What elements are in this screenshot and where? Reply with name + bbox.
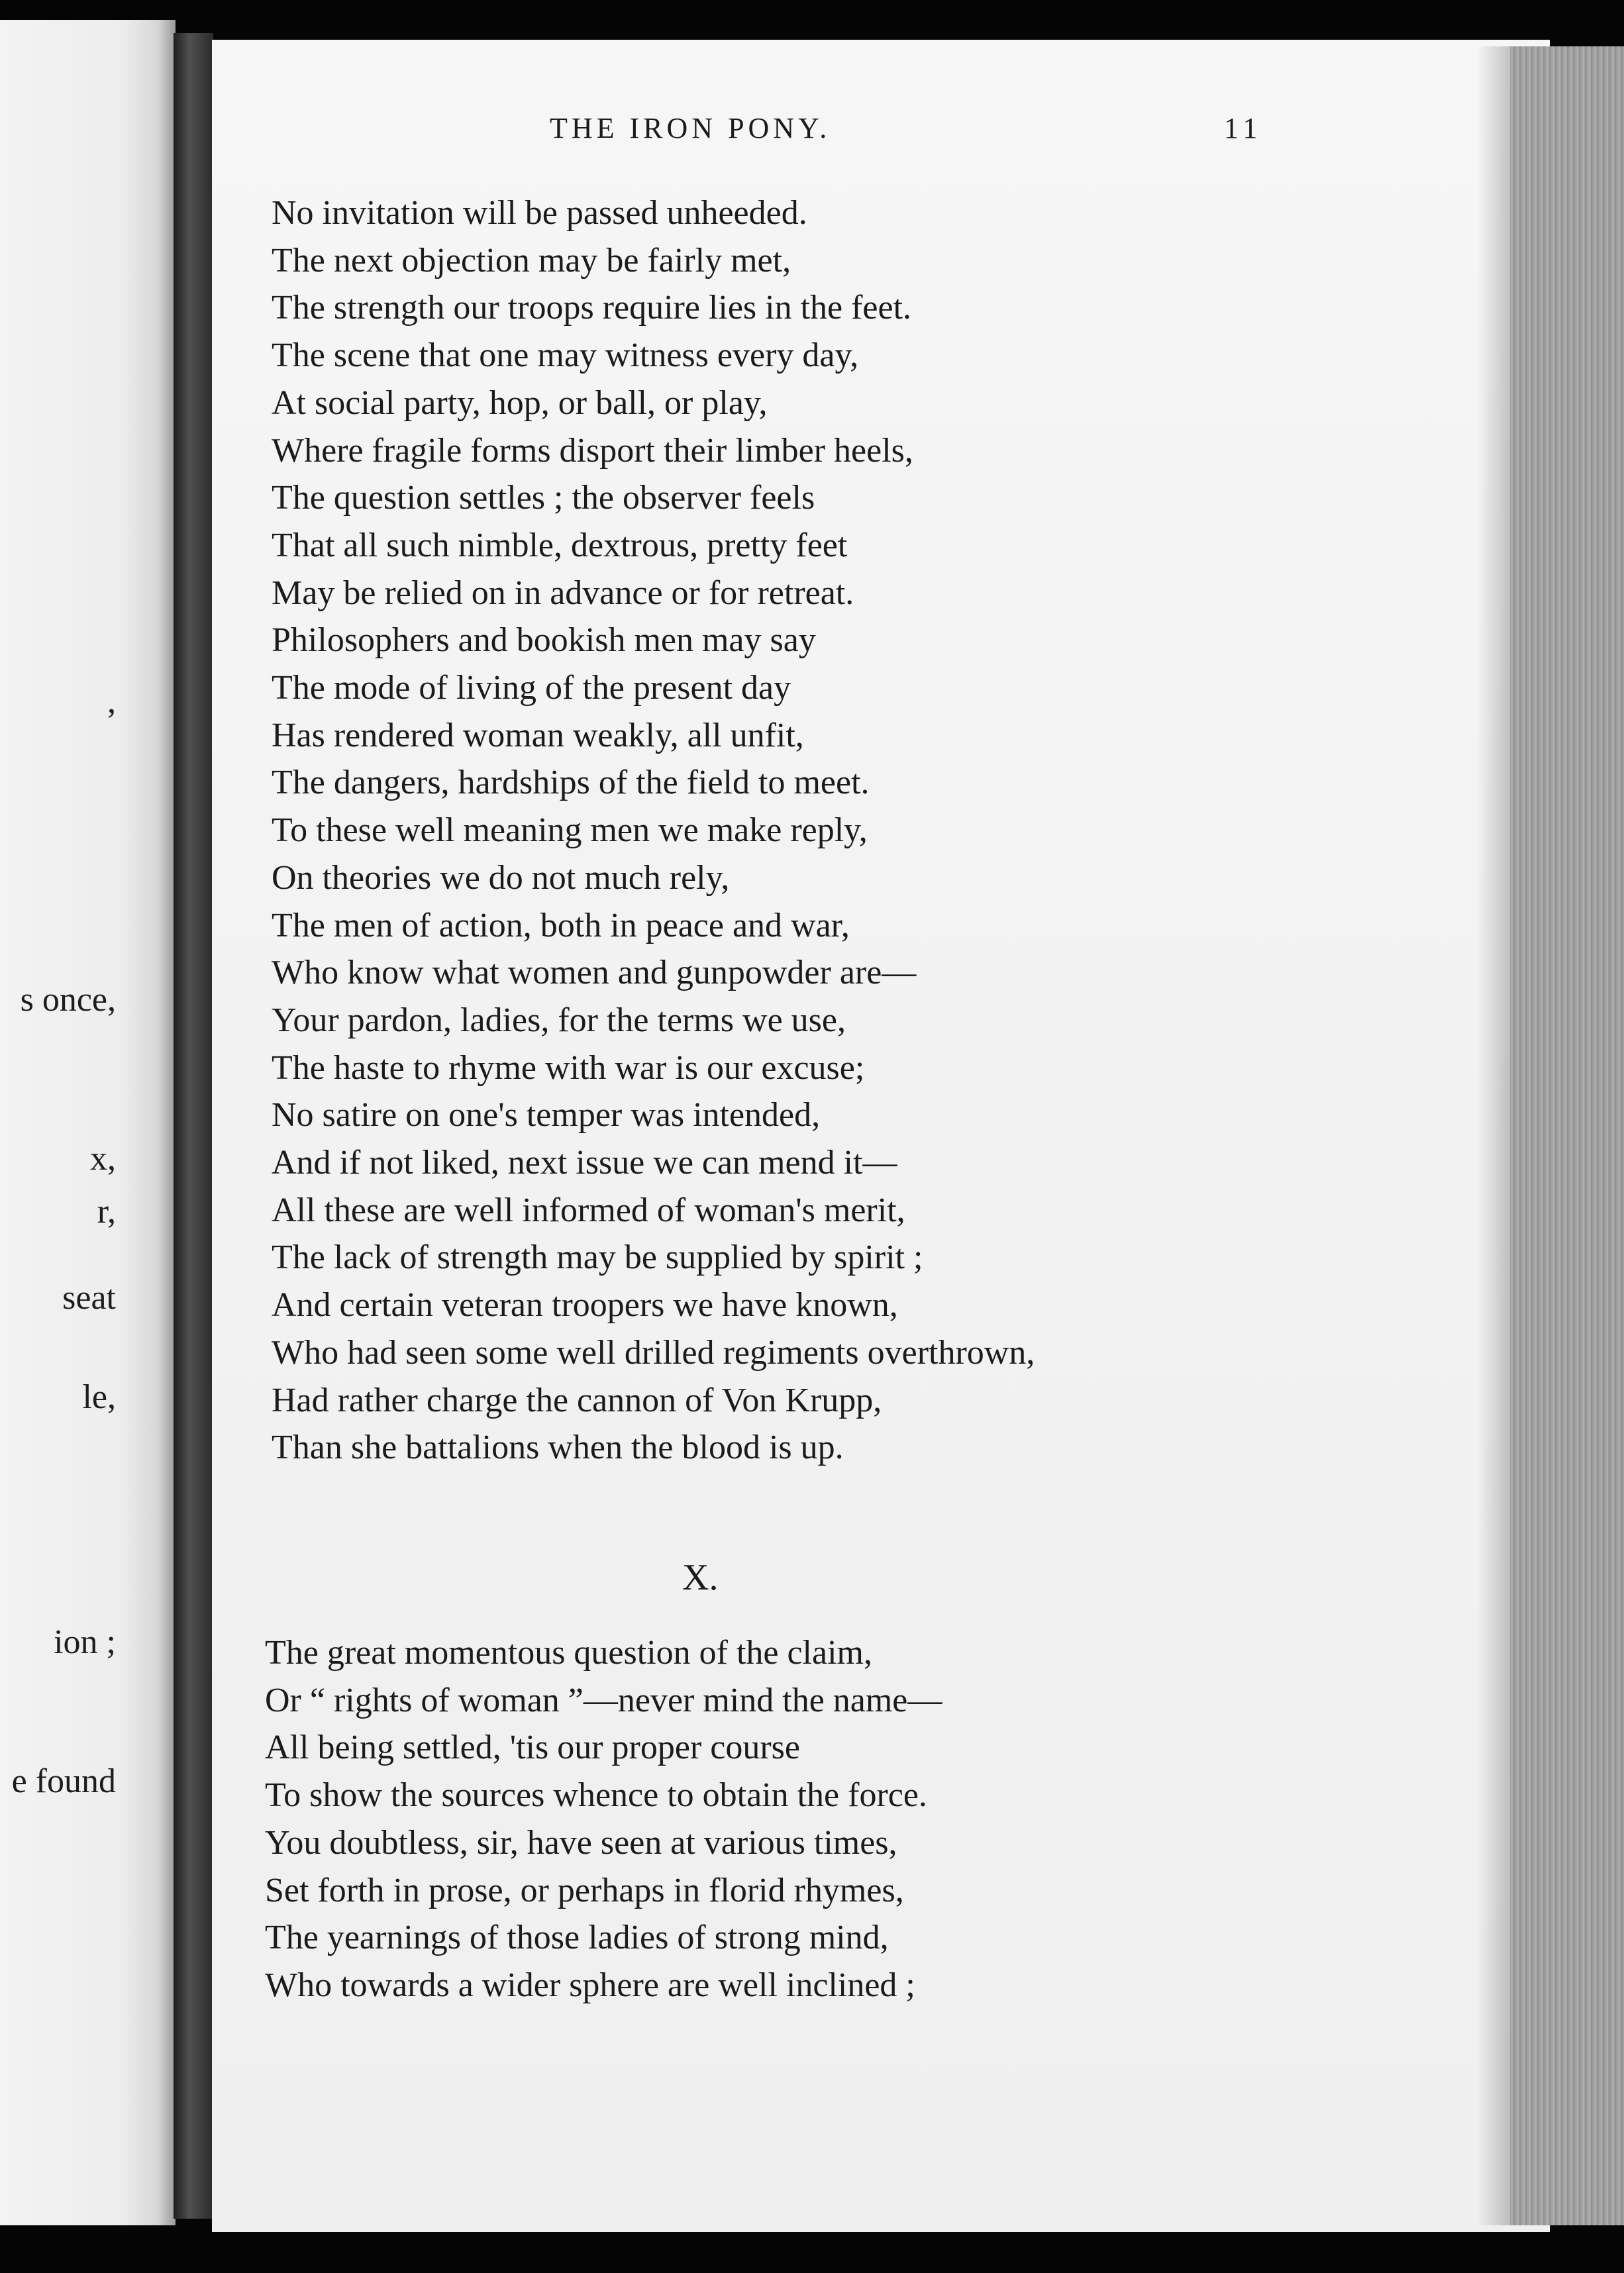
poem-line: The next objection may be fairly met, xyxy=(272,241,791,279)
poem-line: That all such nimble, dextrous, pretty feet xyxy=(272,526,848,564)
poem-stanza xyxy=(272,189,1035,1472)
poem-line: At social party, hop, or ball, or play, xyxy=(272,383,768,422)
running-head: THE IRON PONY. xyxy=(550,112,831,144)
poem-line: Where fragile forms disport their limber heels, xyxy=(272,431,913,470)
left-page-fragment: e found xyxy=(11,1762,116,1800)
stacked-page-edges xyxy=(1510,46,1624,2225)
poem-line: No invitation will be passed unheeded. xyxy=(272,194,807,232)
poem-line: The strength our troops require lies in the feet. xyxy=(272,289,912,327)
section-heading: X. xyxy=(682,1557,719,1598)
page-number: 11 xyxy=(1224,112,1263,144)
left-facing-page xyxy=(0,20,176,2225)
poem-line: No satire on one's temper was intended, xyxy=(272,1096,821,1135)
poem-line: Than she battalions when the blood is up. xyxy=(272,1429,844,1467)
poem-line: All being settled, 'tis our proper course xyxy=(265,1729,800,1767)
poem-line: And if not liked, next issue we can mend it— xyxy=(272,1144,897,1182)
poem-line: Philosophers and bookish men may say xyxy=(272,621,816,660)
poem-line: You doubtless, sir, have seen at various times, xyxy=(265,1823,897,1862)
poem-line: And certain veteran troopers we have known, xyxy=(272,1286,898,1325)
poem-line: To show the sources whence to obtain the force. xyxy=(265,1776,927,1815)
poem-line: Or “ rights of woman ”—never mind the name— xyxy=(265,1681,942,1719)
poem-line: The mode of living of the present day xyxy=(272,669,791,707)
left-page-fragment: r, xyxy=(97,1193,116,1231)
poem-line: The yearnings of those ladies of strong mind, xyxy=(265,1919,889,1957)
poem-line: To these well meaning men we make reply, xyxy=(272,811,868,850)
left-page-fragment: s once, xyxy=(20,981,116,1019)
book-gutter-shadow xyxy=(174,33,213,2219)
poem-line: Your pardon, ladies, for the terms we use, xyxy=(272,1001,846,1039)
left-page-fragment: , xyxy=(107,683,116,721)
poem-line: Set forth in prose, or perhaps in florid rhymes, xyxy=(265,1871,904,1909)
poem-line: The men of action, both in peace and war, xyxy=(272,906,850,944)
poem-line: Who towards a wider sphere are well inclined ; xyxy=(265,1966,915,2004)
poem-line: May be relied on in advance or for retreat. xyxy=(272,574,854,612)
poem-line: Who had seen some well drilled regiments overthrown, xyxy=(272,1333,1035,1372)
poem-line: The question settles ; the observer feels xyxy=(272,479,815,517)
left-page-fragment: x, xyxy=(90,1140,116,1178)
poem-line: Who know what women and gunpowder are— xyxy=(272,954,917,992)
left-page-fragment: le, xyxy=(82,1378,116,1416)
poem-line: The lack of strength may be supplied by spirit ; xyxy=(272,1238,923,1277)
poem-line: The scene that one may witness every day, xyxy=(272,336,859,375)
poem-line: Has rendered woman weakly, all unfit, xyxy=(272,716,804,754)
poem-line: The haste to rhyme with war is our excuse; xyxy=(272,1048,865,1087)
poem-line: On theories we do not much rely, xyxy=(272,858,730,897)
poem-line: The dangers, hardships of the field to meet. xyxy=(272,764,870,802)
poem-line: Had rather charge the cannon of Von Krupp, xyxy=(272,1381,882,1419)
poem-line: The great momentous question of the claim, xyxy=(265,1634,872,1672)
left-page-fragment: seat xyxy=(62,1279,116,1317)
poem-line: All these are well informed of woman's merit, xyxy=(272,1191,905,1229)
left-page-fragment: ion ; xyxy=(54,1623,116,1661)
poem-stanza xyxy=(265,1629,942,2009)
